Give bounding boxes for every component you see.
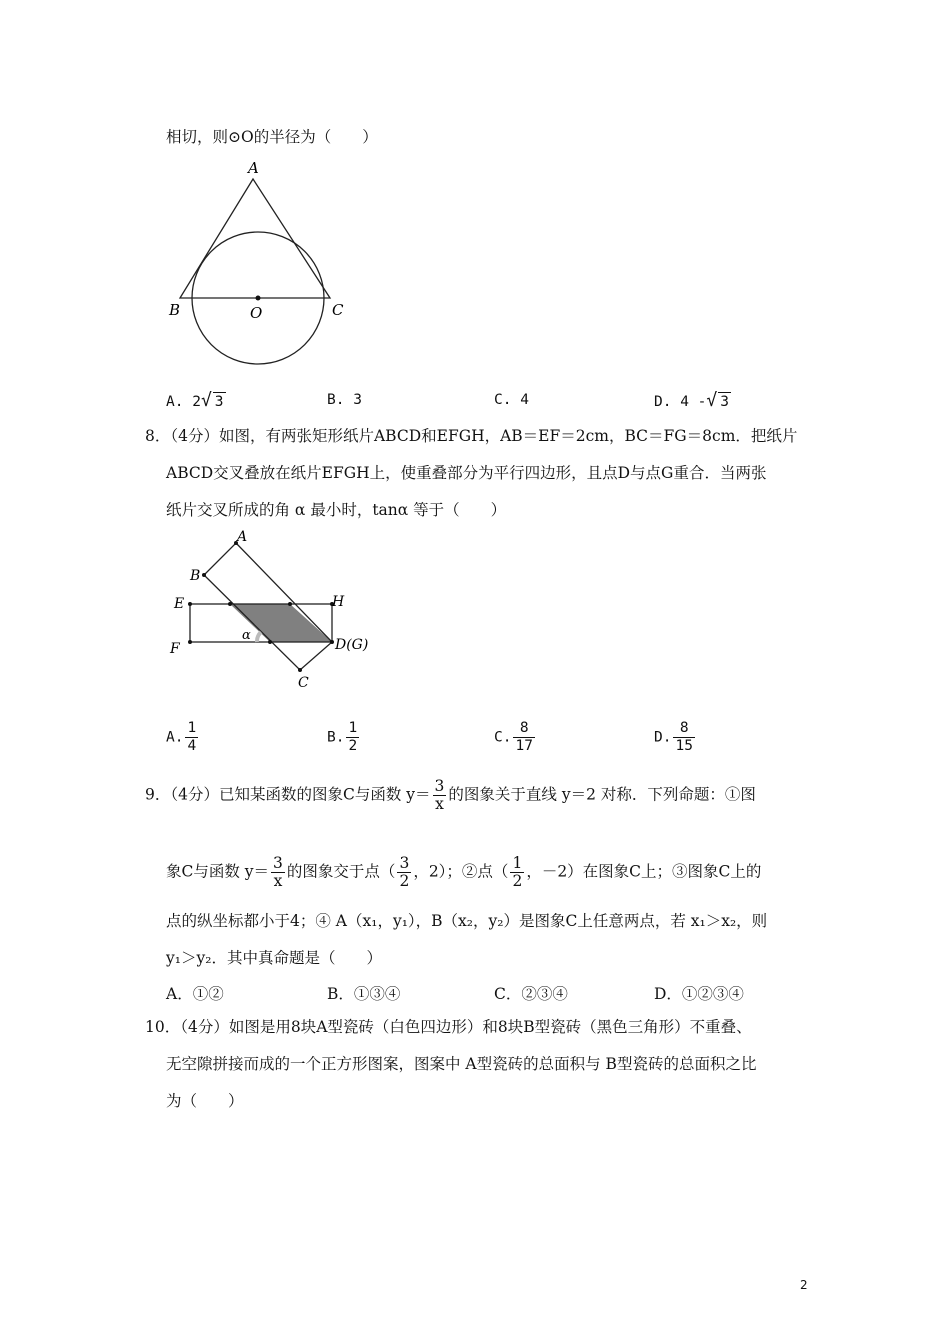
page-number: 2 [800,1278,808,1292]
q7-option-c: C. 4 [494,392,529,408]
q8-line1: 8．（4分）如图，有两张矩形纸片ABCD和EFGH，AB＝EF＝2cm，BC＝FG＝8cm．把纸片 [145,427,798,445]
q10-line1: 10．（4分）如图是用8块A型瓷砖（白色四边形）和8块B型瓷砖（黑色三角形）不重叠、 [145,1018,752,1036]
q10-line2: 无空隙拼接而成的一个正方形图案，图案中 A型瓷砖的总面积与 B型瓷砖的总面积之比 [166,1055,757,1073]
q9-line3: 点的纵坐标都小于4；④ A（x₁，y₁），B（x₂，y₂）是图象C上任意两点，若 x₁＞x₂，则 [166,912,768,930]
label-b: B [169,301,181,319]
label-f: F [170,641,180,657]
q8-line2: ABCD交叉叠放在纸片EFGH上，使重叠部分为平行四边形，且点D与点G重合．当两张 [166,464,767,482]
alpha-arc [257,632,261,642]
q7-text: 相切，则⊙O的半径为（ ） [166,128,378,146]
q9-line4: y₁＞y₂．其中真命题是（ ） [166,949,382,967]
triangle-abc [180,179,330,298]
q7-option-a: A. 2√ 3 [166,390,224,411]
q7-figure [160,155,360,365]
q9-line1: 9．（4分）已知某函数的图象C与函数 y＝ $\frac{3}{x}$ 的图象关于直线 y＝2 对称．下列命题：①图 [145,777,756,813]
q8-option-c: C. $\frac{8}{17}$ [494,720,533,754]
q9-line2: 象C与函数 y＝ $\frac{3}{x}$ 的图象交于点（ $\frac{3}{2}$ ，2）；②点（ $\frac{1}{2}$ ，－2）在图象C上；③图象C上的 [166,854,762,890]
q8-option-b: B. $\frac{1}{2}$ [327,720,358,754]
label-o: O [250,304,263,322]
q9-option-b: B．①③④ [327,985,401,1003]
q9-option-a: A．①② [166,985,224,1003]
label-a: A [237,529,248,545]
label-e: E [174,596,185,612]
label-b: B [190,568,201,584]
q9-option-c: C．②③④ [494,985,568,1003]
label-dg: D(G) [335,637,369,653]
q9-option-d: D．①②③④ [654,985,744,1003]
label-c: C [298,675,309,691]
label-h: H [332,594,345,610]
label-a: A [248,159,259,177]
label-alpha: α [242,628,251,643]
q8-option-d: D. $\frac{8}{15}$ [654,720,693,754]
center-dot [256,296,261,301]
q10-line3: 为（ ） [166,1092,244,1110]
q8-figure [160,528,390,693]
q7-option-b: B. 3 [327,392,362,408]
q7-option-d: D. 4 -√ 3 [654,390,729,411]
q8-option-a: A. $\frac{1}{4}$ [166,720,197,754]
q8-line3: 纸片交叉所成的角 α 最小时，tanα 等于（ ） [166,501,507,519]
label-c: C [332,301,344,319]
